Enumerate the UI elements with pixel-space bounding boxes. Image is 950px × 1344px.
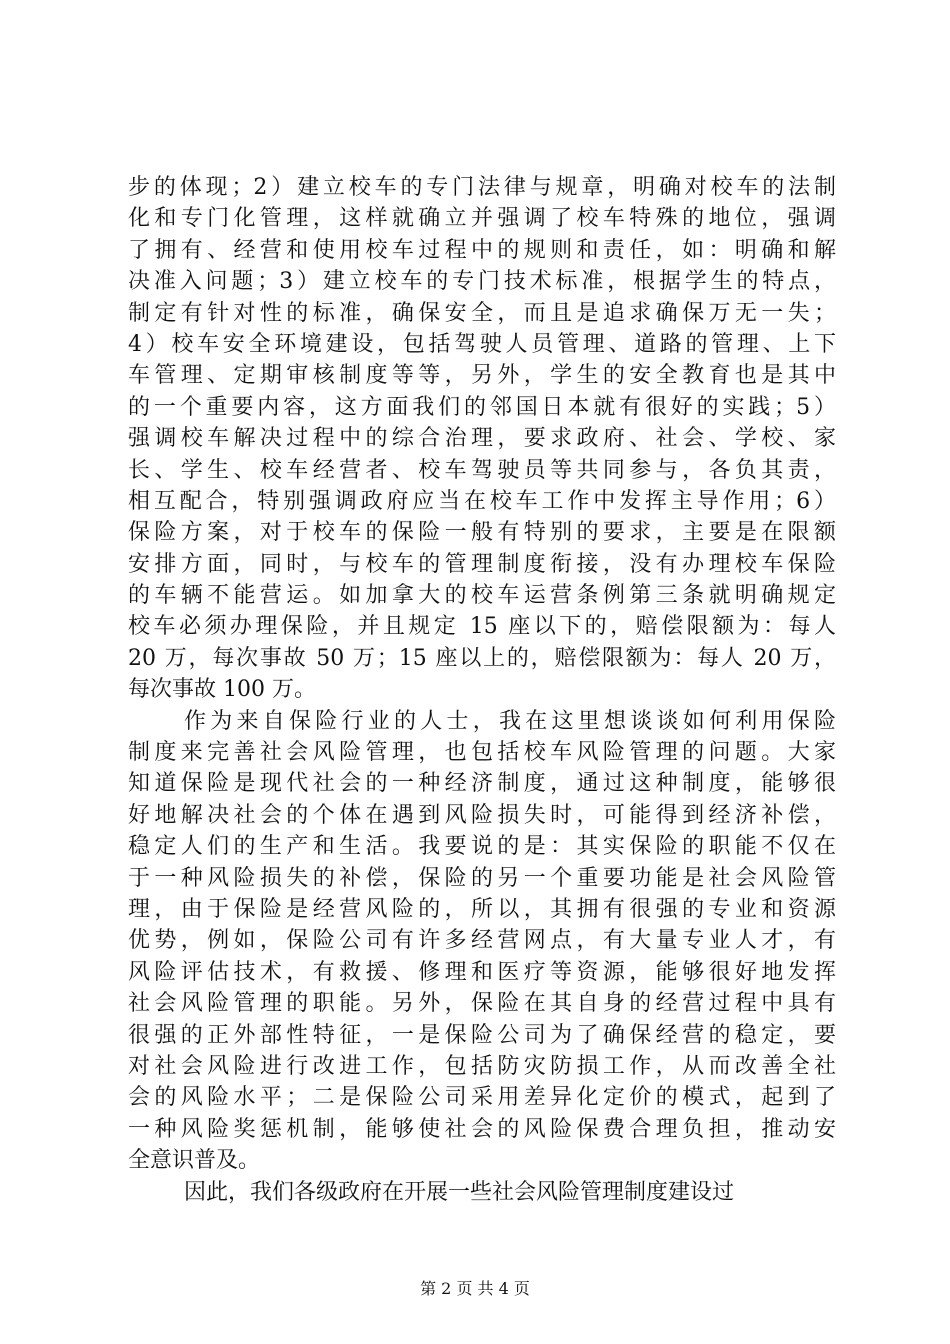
- text-line: 长、学生、校车经营者、校车驾驶员等共同参与，各负其责，: [128, 457, 836, 483]
- text-line: 保险方案，对于校车的保险一般有特别的要求，主要是在限额: [128, 520, 836, 546]
- text-line: 全意识普及。: [128, 1148, 261, 1174]
- text-line: 理，由于保险是经营风险的，所以，其拥有很强的专业和资源: [128, 896, 836, 922]
- text-line: 安排方面，同时，与校车的管理制度衔接，没有办理校车保险: [128, 551, 836, 577]
- text-line: 强调校车解决过程中的综合治理，要求政府、社会、学校、家: [128, 426, 836, 452]
- text-line: 很强的正外部性特征，一是保险公司为了确保经营的稳定，要: [128, 1022, 836, 1048]
- text-line: 一种风险奖惩机制，能够使社会的风险保费合理负担，推动安: [128, 1116, 836, 1142]
- text-line: 会的风险水平；二是保险公司采用差异化定价的模式，起到了: [128, 1085, 836, 1111]
- paragraph-start-line: 作为来自保险行业的人士，我在这里想谈谈如何利用保险: [184, 708, 836, 734]
- text-line: 风险评估技术，有救援、修理和医疗等资源，能够很好地发挥: [128, 959, 836, 985]
- text-line: 对社会风险进行改进工作，包括防灾防损工作，从而改善全社: [128, 1053, 836, 1079]
- paragraph-start-line: 因此，我们各级政府在开展一些社会风险管理制度建设过: [184, 1179, 735, 1205]
- text-line: 步的体现；2）建立校车的专门法律与规章，明确对校车的法制: [128, 175, 836, 200]
- text-line: 好地解决社会的个体在遇到风险损失时，可能得到经济补偿，: [128, 802, 836, 828]
- text-line: 的一个重要内容，这方面我们的邻国日本就有很好的实践；5）: [128, 394, 836, 420]
- text-line: 4）校车安全环境建设，包括驾驶人员管理、道路的管理、上下: [128, 331, 836, 357]
- text-line: 的车辆不能营运。如加拿大的校车运营条例第三条就明确规定: [128, 583, 836, 609]
- text-line: 稳定人们的生产和生活。我要说的是：其实保险的职能不仅在: [128, 834, 836, 860]
- text-line: 知道保险是现代社会的一种经济制度，通过这种制度，能够很: [128, 771, 836, 797]
- text-line: 相互配合，特别强调政府应当在校车工作中发挥主导作用；6）: [128, 488, 836, 514]
- text-line: 每次事故 100 万。: [128, 677, 316, 703]
- text-line: 化和专门化管理，这样就确立并强调了校车特殊的地位，强调: [128, 206, 836, 232]
- text-line: 社会风险管理的职能。另外，保险在其自身的经营过程中具有: [128, 991, 836, 1017]
- text-line: 于一种风险损失的补偿，保险的另一个重要功能是社会风险管: [128, 865, 836, 891]
- document-body: [128, 172, 836, 1208]
- text-line: 优势，例如，保险公司有许多经营网点，有大量专业人才，有: [128, 928, 836, 954]
- text-line: 校车必须办理保险，并且规定 15 座以下的，赔偿限额为：每人: [128, 614, 836, 640]
- text-line: 车管理、定期审核制度等等，另外，学生的安全教育也是其中: [128, 363, 836, 389]
- text-line: 制定有针对性的标准，确保安全，而且是追求确保万无一失；: [128, 300, 836, 326]
- text-line: 了拥有、经营和使用校车过程中的规则和责任，如：明确和解: [128, 237, 836, 263]
- text-line: 制度来完善社会风险管理，也包括校车风险管理的问题。大家: [128, 740, 836, 766]
- text-line: 20 万，每次事故 50 万；15 座以上的，赔偿限额为：每人 20 万，: [128, 645, 836, 671]
- text-line: 决准入问题；3）建立校车的专门技术标准，根据学生的特点，: [128, 269, 836, 295]
- page-number-footer: 第 2 页 共 4 页: [420, 1279, 530, 1298]
